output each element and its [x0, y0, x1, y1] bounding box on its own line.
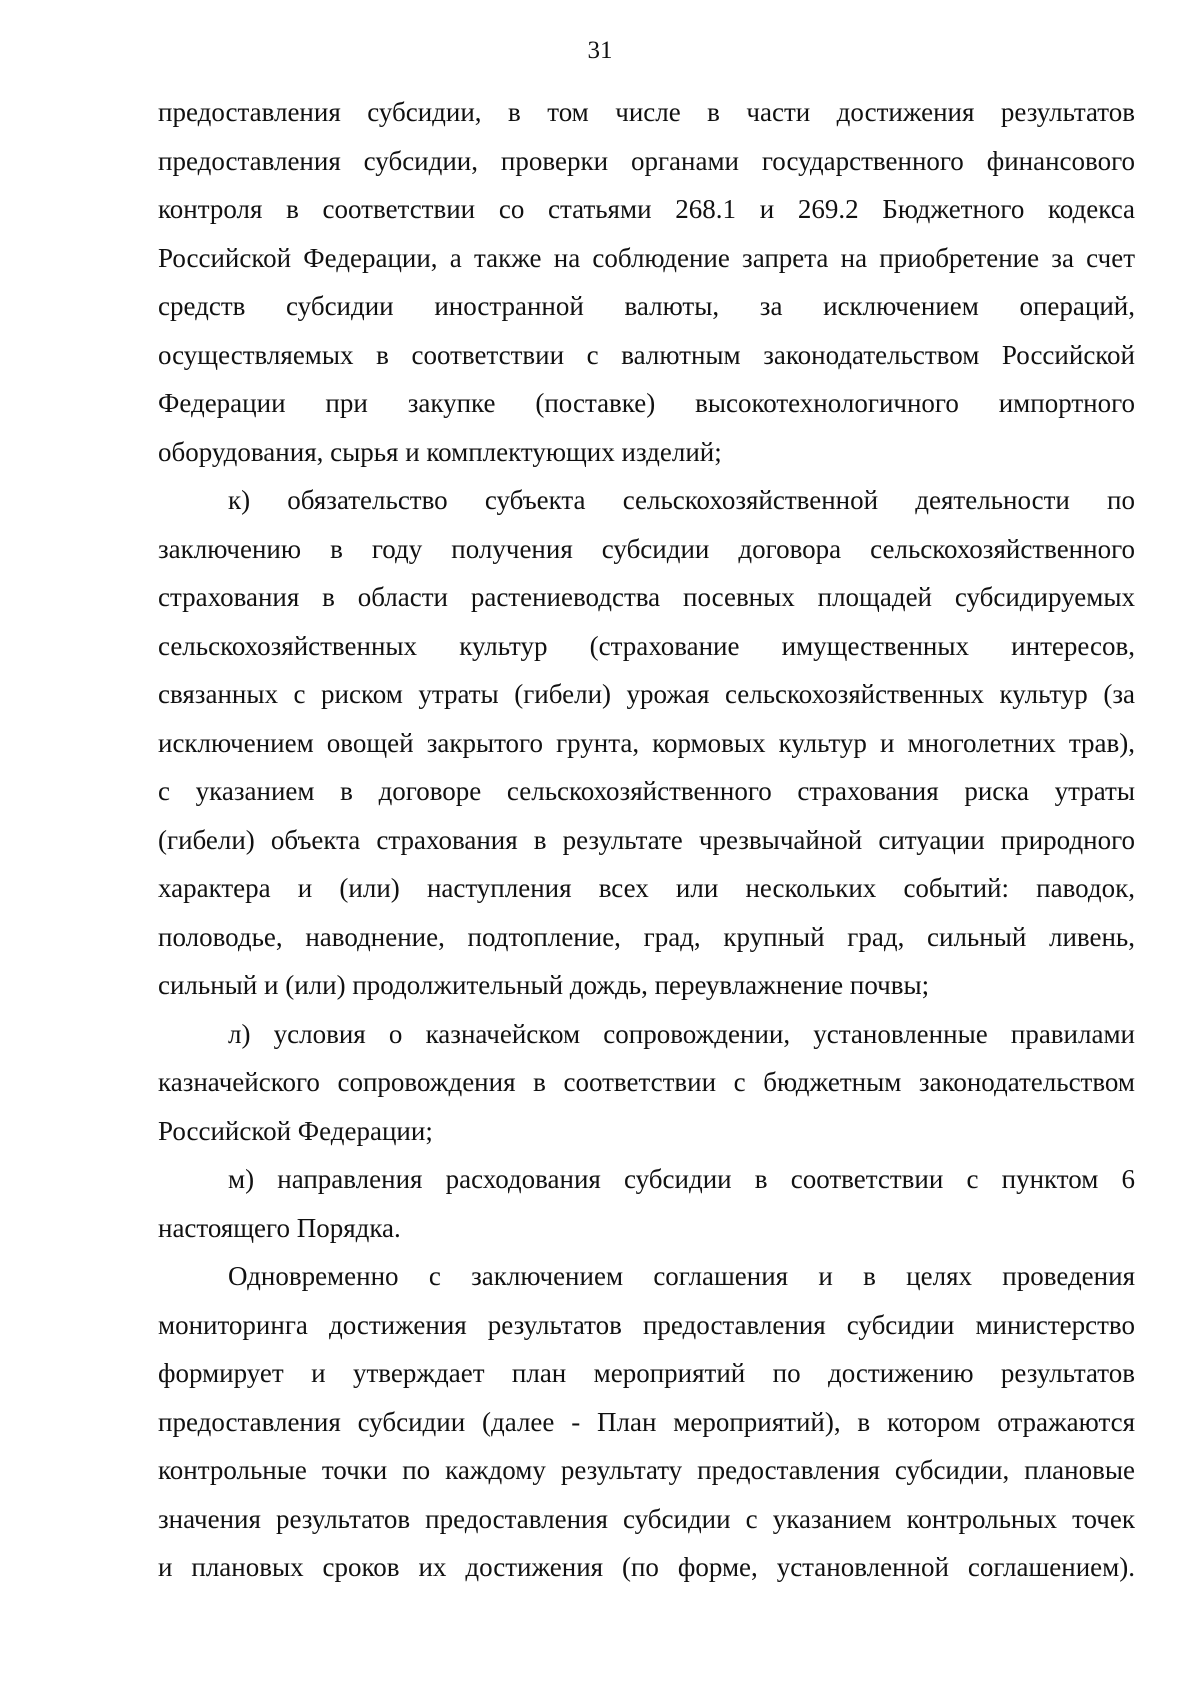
paragraph-item-k [158, 476, 1135, 1010]
text-line: средств субсидии иностранной валюты, за исключением операций, [158, 291, 1135, 321]
text-line: и плановых сроков их достижения (по форме, установленной соглашением). [158, 1552, 1135, 1582]
text-line: значения результатов предоставления субсидии с указанием контрольных точек [158, 1503, 1135, 1534]
page-number: 31 [587, 37, 613, 64]
text-line: сильный и (или) продолжительный дождь, переувлажнение почвы; [158, 970, 930, 1000]
text-line: формирует и утверждает план мероприятий по достижению результатов [158, 1358, 1135, 1388]
text-line: Федерации при закупке (поставке) высокотехнологичного импортного [158, 388, 1135, 418]
text-line: (гибели) объекта страхования в результате чрезвычайной ситуации природного [158, 824, 1135, 855]
text-line: характера и (или) наступления всех или нескольких событий: паводок, [158, 873, 1135, 903]
text-line: сельскохозяйственных культур (страхование имущественных интересов, [158, 630, 1135, 661]
text-line: к) обязательство субъекта сельскохозяйственной деятельности по [228, 485, 1135, 515]
text-line: Российской Федерации, а также на соблюдение запрета на приобретение за счет [158, 242, 1135, 273]
text-line: л) условия о казначейском сопровождении, установленные правилами [228, 1018, 1135, 1049]
text-line: контрольные точки по каждому результату предоставления субсидии, плановые [158, 1455, 1135, 1485]
text-line: Одновременно с заключением соглашения и в целях проведения [228, 1261, 1135, 1291]
text-line: контроля в соответствии со статьями 268.1 и 269.2 Бюджетного кодекса [158, 194, 1135, 224]
text-line: половодье, наводнение, подтопление, град, крупный град, сильный ливень, [158, 921, 1135, 952]
text-line: предоставления субсидии, в том числе в части достижения результатов [158, 97, 1135, 127]
text-line: связанных с риском утраты (гибели) урожая сельскохозяйственных культур (за [158, 679, 1135, 709]
paragraph-continuation [158, 88, 1135, 476]
text-line: предоставления субсидии, проверки органами государственного финансового [158, 145, 1135, 176]
text-line: заключению в году получения субсидии договора сельскохозяйственного [158, 533, 1135, 564]
text-line: предоставления субсидии (далее - План мероприятий), в котором отражаются [158, 1406, 1135, 1437]
text-line: исключением овощей закрытого грунта, кормовых культур и многолетних трав), [158, 727, 1135, 758]
text-line: Российской Федерации; [158, 1115, 433, 1146]
text-line: м) направления расходования субсидии в соответствии с пунктом 6 [228, 1164, 1135, 1194]
paragraph-item-l [158, 1010, 1135, 1156]
paragraph-item-m [158, 1155, 1135, 1252]
text-line: казначейского сопровождения в соответствии с бюджетным законодательством [158, 1067, 1135, 1097]
text-line: настоящего Порядка. [158, 1212, 401, 1243]
document-body [158, 88, 1135, 1592]
paragraph-monitoring-plan [158, 1252, 1135, 1592]
text-line: оборудования, сырья и комплектующих изделий; [158, 436, 722, 467]
text-line: страхования в области растениеводства посевных площадей субсидируемых [158, 582, 1135, 612]
text-line: осуществляемых в соответствии с валютным законодательством Российской [158, 339, 1135, 370]
text-line: с указанием в договоре сельскохозяйственного страхования риска утраты [158, 776, 1135, 806]
text-line: мониторинга достижения результатов предоставления субсидии министерство [158, 1309, 1135, 1340]
